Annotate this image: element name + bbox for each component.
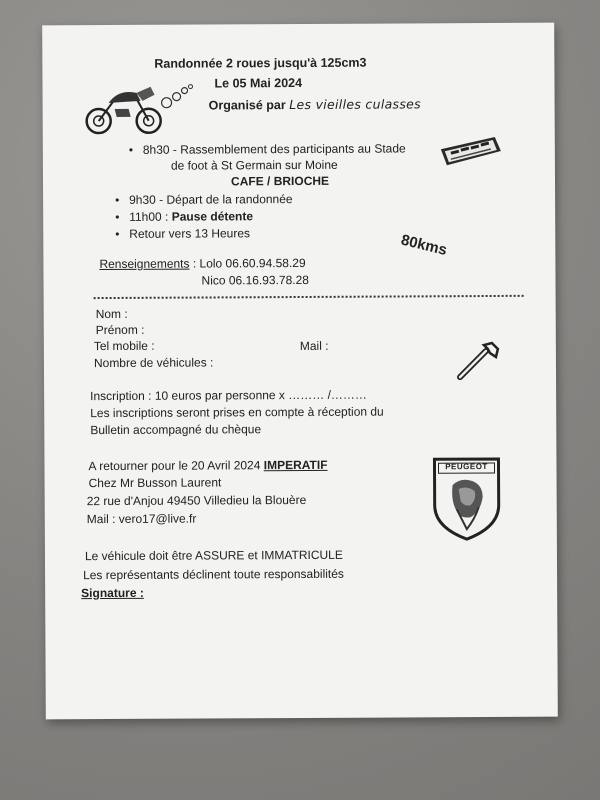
inscription-price: Inscription : 10 euros par personne x ……… /……… [90,387,367,404]
program-item-2: • 9h30 - Départ de la randonnée [129,192,293,207]
motorcycle-drawing-icon [78,81,198,138]
return-address: 22 rue d'Anjou 49450 Villedieu la Blouère [86,492,307,509]
return-deadline-text: A retourner pour le 20 Avril 2024 [88,458,264,474]
return-recipient: Chez Mr Busson Laurent [88,475,222,491]
inscription-note-2: Bulletin accompagné du chèque [90,422,262,438]
field-nom: Nom : [95,306,128,322]
peugeot-lion-logo-icon [430,455,502,541]
footer-disclaimer: Les représentants déclinent toute responsabilités [83,566,344,583]
field-mail: Mail : [299,338,329,354]
info-separator: : [189,256,200,271]
flyer-paper [42,23,558,720]
distance-label: 80kms [399,231,449,260]
return-email: Mail : vero17@live.fr [86,511,197,527]
field-prenom: Prénom : [95,322,145,338]
organiser-line [209,96,421,112]
program-item-1: • 8h30 - Rassemblement des participants au Stade [143,141,406,156]
event-title: Randonnée 2 roues jusqu'à 125cm3 [154,55,367,71]
return-imperatif: IMPERATIF [263,457,328,473]
club-name: Les vieilles culasses [289,96,422,113]
program-item-3-time: 11h00 : [129,209,172,224]
info-contact-2: Nico 06.16.93.78.28 [201,272,309,288]
cut-line [94,295,524,299]
wrench-icon [452,339,502,383]
footer-insurance: Le véhicule doit être ASSURE et IMMATRICULE [84,547,343,564]
program-item-3-text: Pause détente [171,209,254,224]
peugeot-brand-text: PEUGEOT [445,462,488,472]
info-contact-1: Lolo 06.60.94.58.29 [199,255,306,271]
inscription-note-1: Les inscriptions seront prises en compte à réception du [90,404,384,421]
program-item-4: • Retour vers 13 Heures [129,226,250,241]
return-deadline [88,458,327,473]
field-vehicules: Nombre de véhicules : [93,355,214,371]
info-line-1 [99,256,305,271]
program-item-1-location: de foot à St Germain sur Moine [170,157,338,173]
field-tel: Tel mobile : [93,338,155,354]
organised-by-label: Organisé par [208,98,286,113]
cylinder-head-icon [435,131,505,171]
program-item-1-snack: CAFE / BRIOCHE [230,173,330,189]
footer-signature: Signature : [81,585,144,601]
event-date: Le 05 Mai 2024 [214,75,303,91]
program-item-3 [129,209,253,224]
info-label: Renseignements [99,256,190,272]
